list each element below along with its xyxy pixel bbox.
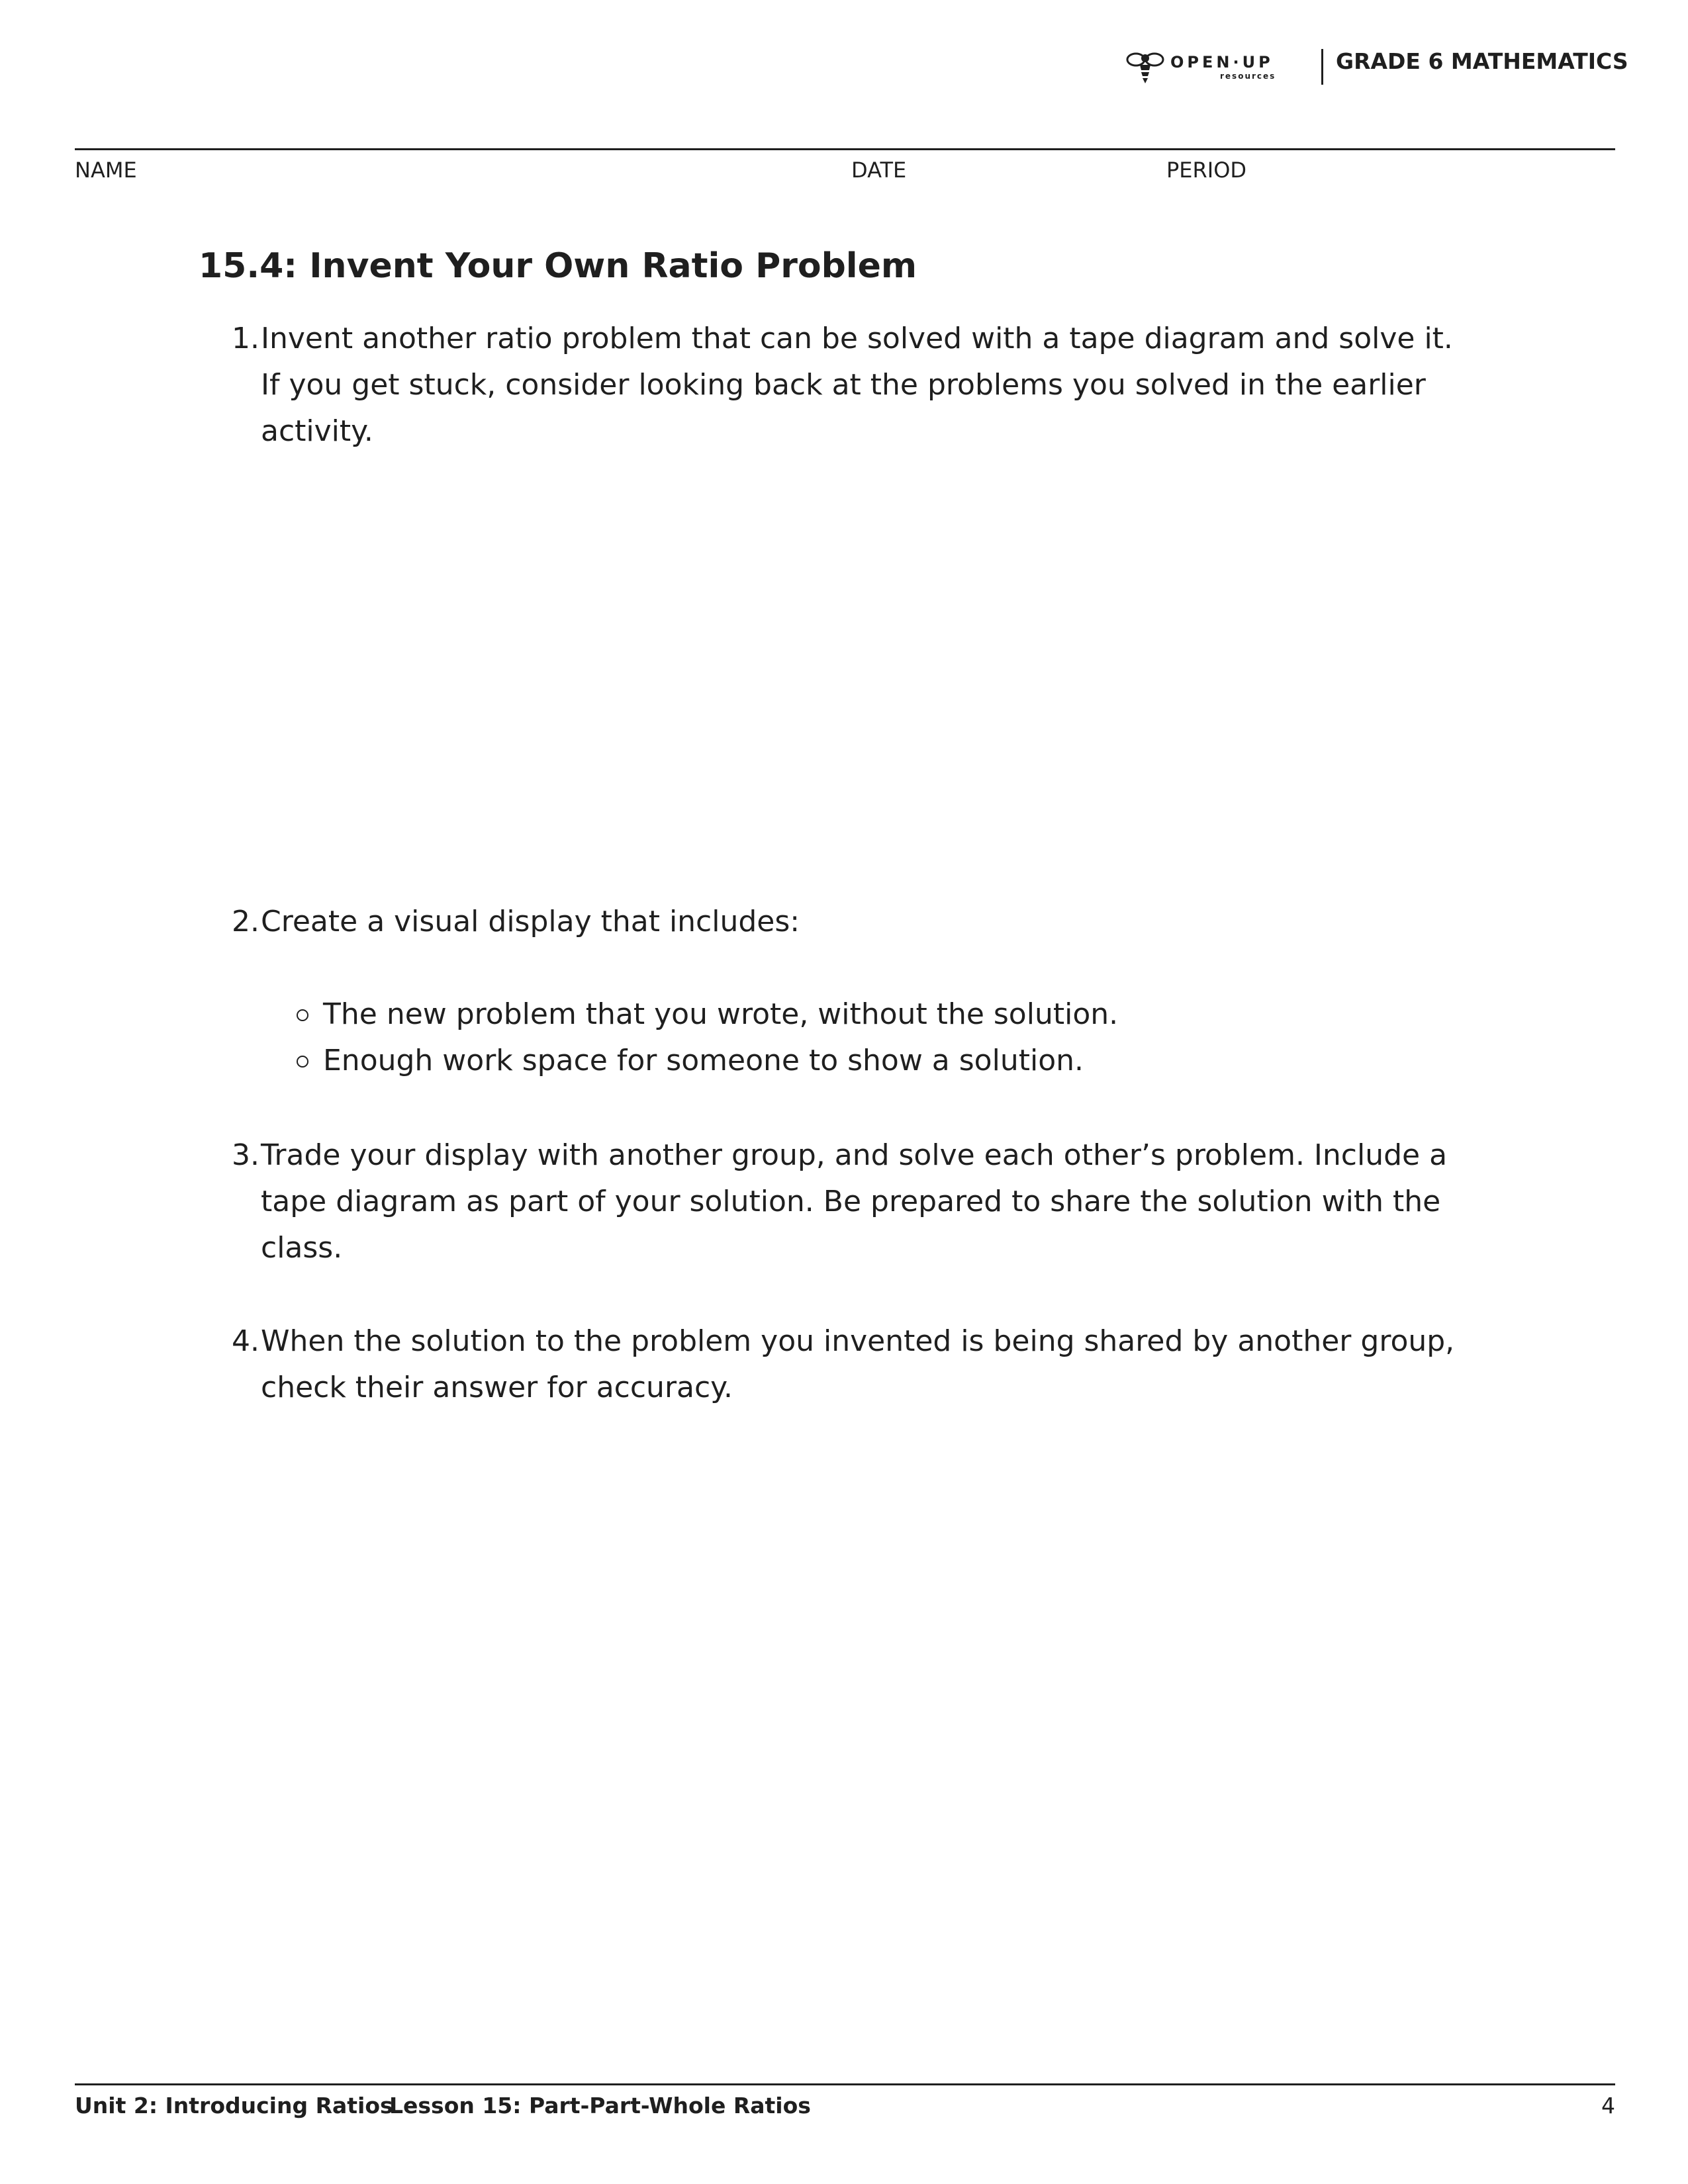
bullet-text: Enough work space for someone to show a solution. <box>323 1044 1084 1077</box>
brand-subtitle: resources <box>1220 71 1276 81</box>
bee-icon <box>1125 49 1165 86</box>
grade-title: GRADE 6 MATHEMATICS <box>1336 48 1628 74</box>
date-label: DATE <box>851 158 907 183</box>
question-text: Trade your display with another group, and solve each other’s problem. Include a tape diagram as part of your solution. Be prepared to share the solution with the class. <box>261 1138 1448 1265</box>
question-number: 3. <box>232 1138 259 1172</box>
top-rule <box>75 148 1615 150</box>
question-text: When the solution to the problem you invented is being shared by another group, check their answer for accuracy. <box>261 1324 1455 1404</box>
bottom-rule <box>75 2083 1615 2085</box>
hollow-bullet-icon <box>297 1056 308 1068</box>
name-label: NAME <box>75 158 137 183</box>
question-1 <box>222 316 1480 455</box>
question-2 <box>222 899 1480 945</box>
list-item <box>294 991 1419 1038</box>
hollow-bullet-icon <box>297 1009 308 1021</box>
open-up-resources-logo <box>1125 49 1297 86</box>
brand-wordmark: OPEN·UP <box>1170 53 1274 71</box>
question-4 <box>222 1318 1480 1411</box>
question-text: Invent another ratio problem that can be solved with a tape diagram and solve it. If you get stuck, consider looking back at the problems you solved in the earlier activity. <box>261 322 1453 448</box>
header-divider <box>1321 49 1323 85</box>
question-3 <box>222 1132 1480 1271</box>
list-item <box>294 1038 1419 1084</box>
question-2-bullets <box>294 991 1419 1084</box>
question-number: 4. <box>232 1324 259 1358</box>
question-number: 2. <box>232 905 259 938</box>
question-number: 1. <box>232 322 259 355</box>
page-number: 4 <box>1601 2093 1615 2118</box>
bullet-text: The new problem that you wrote, without the solution. <box>323 997 1119 1031</box>
footer-lesson: Lesson 15: Part-Part-Whole Ratios <box>389 2093 811 2118</box>
activity-title: 15.4: Invent Your Own Ratio Problem <box>199 246 917 286</box>
footer-unit: Unit 2: Introducing Ratios <box>75 2093 393 2118</box>
period-label: PERIOD <box>1166 158 1247 183</box>
question-text: Create a visual display that includes: <box>261 905 800 938</box>
